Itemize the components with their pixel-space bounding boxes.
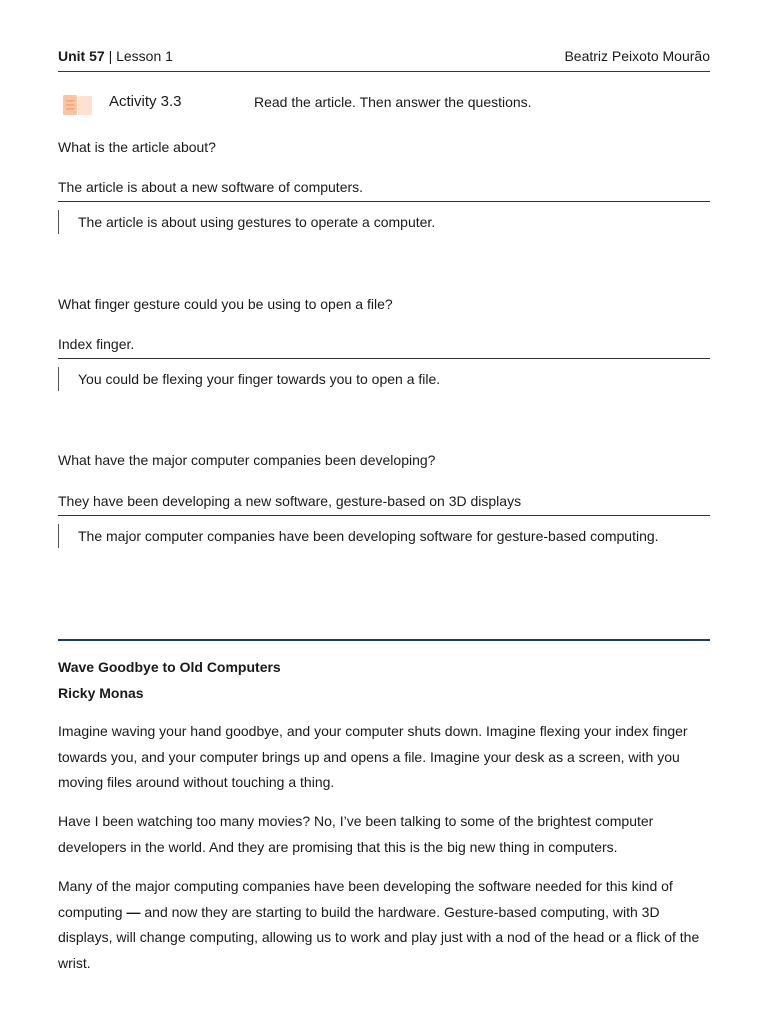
section-divider xyxy=(58,639,710,641)
paragraph-3-part-1: Many of the major computing companies have been developing the software needed for this kind of computing xyxy=(58,878,673,920)
answer-field-1[interactable]: The article is about a new software of computers. xyxy=(58,177,710,202)
em-dash: — xyxy=(126,903,141,920)
page-header xyxy=(58,46,710,66)
feedback-1: The article is about using gestures to operate a computer. xyxy=(58,210,718,234)
activity-title: Activity 3.3 xyxy=(109,93,182,110)
question-1: What is the article about? xyxy=(58,139,216,155)
feedback-3: The major computer companies have been developing software for gesture-based computing. xyxy=(58,524,718,548)
feedback-2: You could be flexing your finger towards you to open a file. xyxy=(58,367,718,391)
question-2: What finger gesture could you be using to open a file? xyxy=(58,296,393,312)
answer-field-2[interactable]: Index finger. xyxy=(58,334,710,359)
activity-instruction: Read the article. Then answer the questions. xyxy=(254,94,532,110)
paragraph-3-part-2: and now they are starting to build the hardware. Gesture-based computing, with 3D displays, will change computing, allowing us to work and play just with a nod of the head or a flick of the wrist. xyxy=(58,903,700,972)
book-icon xyxy=(62,94,94,116)
article-author: Ricky Monas xyxy=(58,685,144,701)
author-name: Beatriz Peixoto Mourão xyxy=(564,48,710,64)
unit-label: Unit 57 xyxy=(58,48,105,64)
activity-header xyxy=(58,90,710,114)
article-paragraph-3 xyxy=(58,874,710,977)
answer-field-3[interactable]: They have been developing a new software, gesture-based on 3D displays xyxy=(58,491,710,516)
lesson-label: Lesson 1 xyxy=(116,48,173,64)
article-paragraph-2: Have I been watching too many movies? No, I’ve been talking to some of the brightest computer developers in the world. And they are promising that this is the big new thing in computers. xyxy=(58,813,654,855)
question-3: What have the major computer companies been developing? xyxy=(58,452,436,468)
header-separator: | xyxy=(104,48,117,64)
article-paragraph-1: Imagine waving your hand goodbye, and your computer shuts down. Imagine flexing your index finger towards you, and your computer brings up and opens a file. Imagine your desk as a screen, with you moving files around without touching a thing. xyxy=(58,723,688,791)
article-title: Wave Goodbye to Old Computers xyxy=(58,659,281,675)
header-divider xyxy=(58,71,710,72)
